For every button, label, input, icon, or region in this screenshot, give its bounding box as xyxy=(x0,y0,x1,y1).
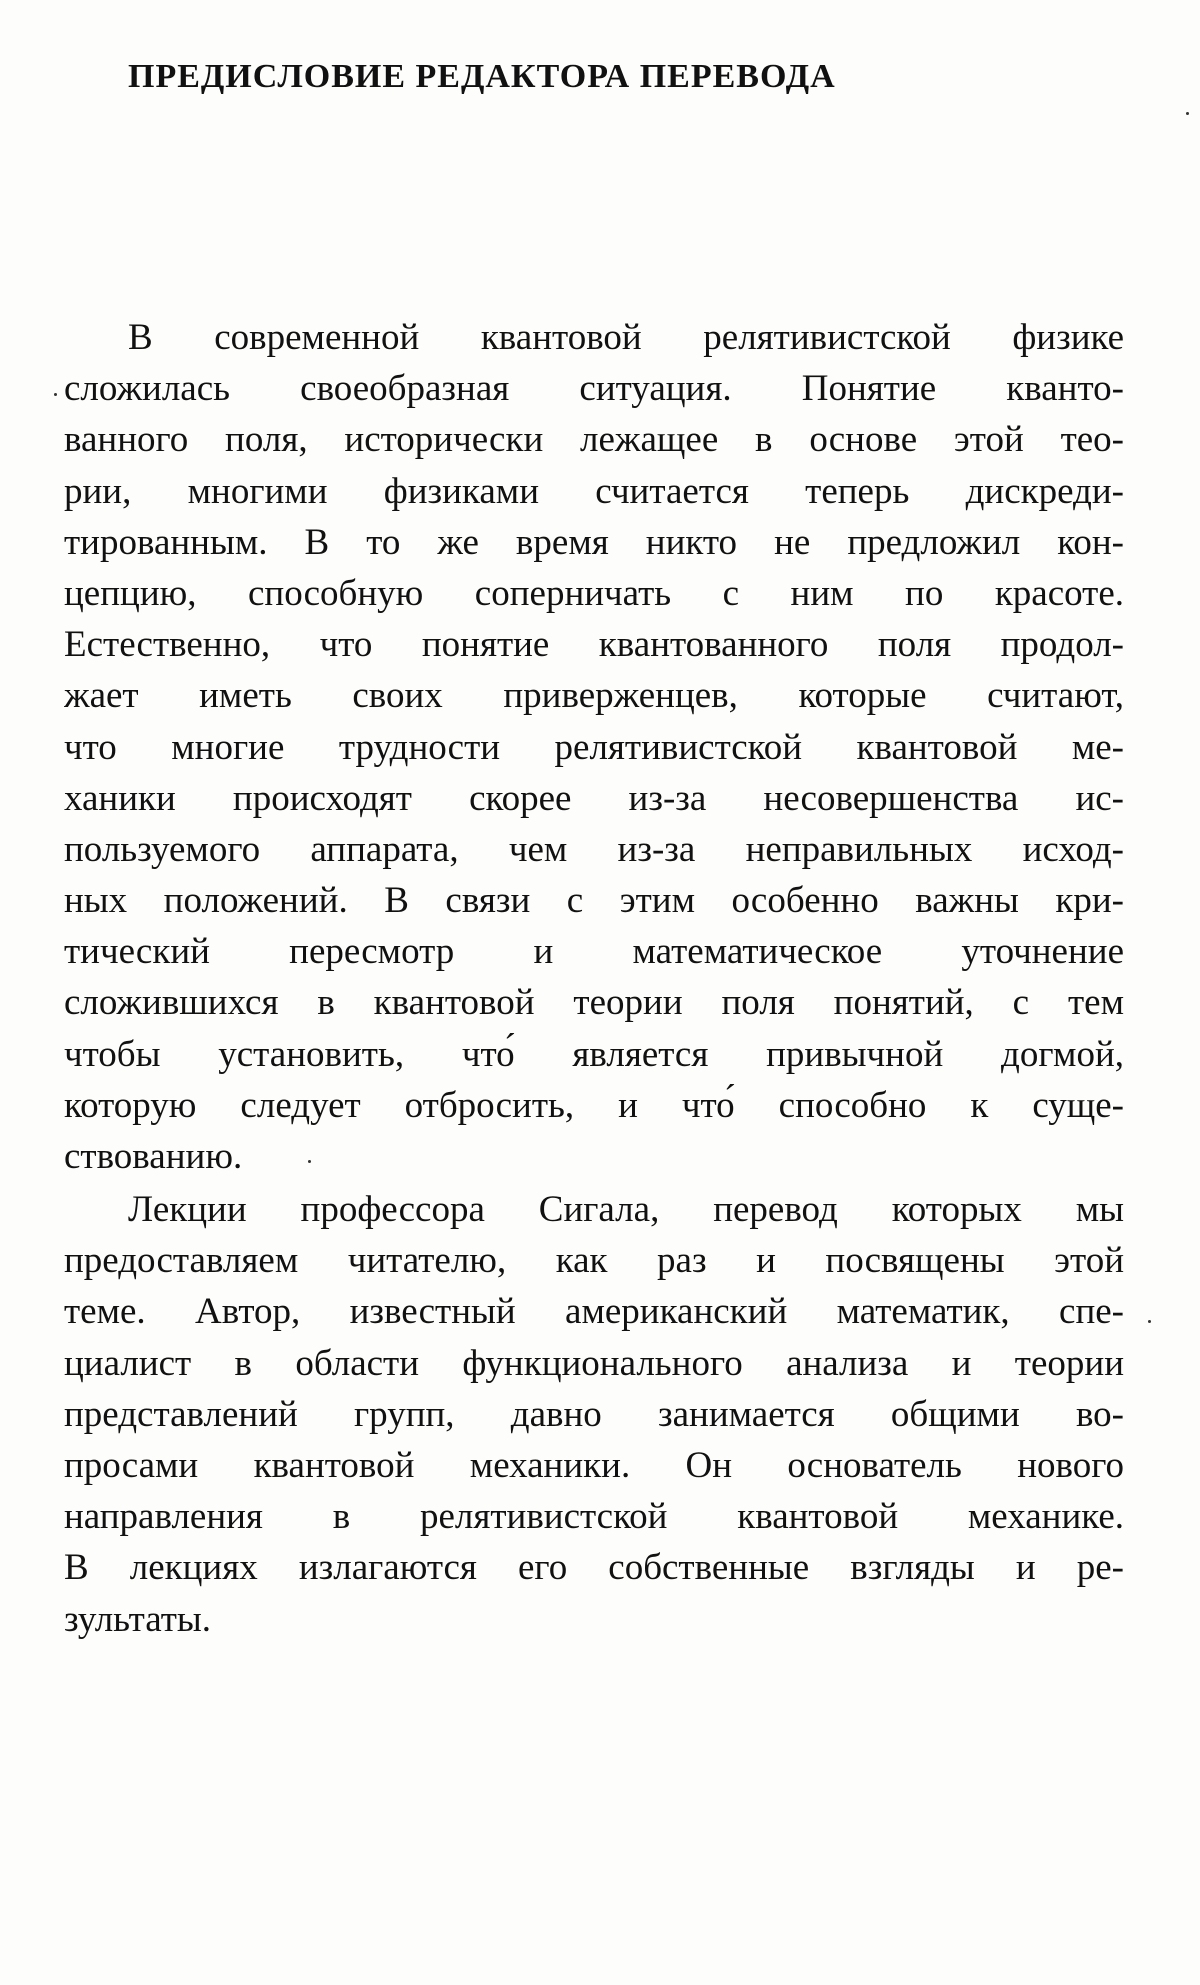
print-speck xyxy=(54,393,57,396)
text-line: тический пересмотр и математическое уточнение xyxy=(64,931,1124,973)
paragraph-2 xyxy=(64,1184,1124,1645)
text-line: зультаты. xyxy=(64,1598,212,1640)
page-heading: ПРЕДИСЛОВИЕ РЕДАКТОРА ПЕРЕВОДА xyxy=(128,58,836,95)
text-line: предоставляем читателю, как раз и посвящены этой xyxy=(64,1240,1124,1282)
text-line: представлений групп, давно занимается общими во- xyxy=(64,1393,1124,1435)
text-line: В современной квантовой релятивистской физике xyxy=(128,317,1124,358)
text-line: что многие трудности релятивистской квантовой ме- xyxy=(64,726,1124,768)
text-line: ных положений. В связи с этим особенно важны кри- xyxy=(64,880,1124,922)
text-line: циалист в области функционального анализа и теории xyxy=(64,1342,1124,1384)
print-speck xyxy=(1186,112,1189,115)
print-speck xyxy=(308,1160,311,1163)
text-line: пользуемого аппарата, чем из-за неправильных исход- xyxy=(64,828,1124,870)
text-line: рии, многими физиками считается теперь дискреди- xyxy=(64,470,1124,512)
text-line: сложившихся в квантовой теории поля понятий, с тем xyxy=(64,982,1124,1024)
text-line: чтобы установить, что́ является привычной догмой, xyxy=(64,1033,1124,1075)
paragraph-1 xyxy=(64,312,1124,1182)
text-line: ханики происходят скорее из-за несовершенства ис- xyxy=(64,777,1124,819)
text-line: жает иметь своих приверженцев, которые считают, xyxy=(64,675,1124,717)
text-line: тированным. В то же время никто не предложил кон- xyxy=(64,521,1124,563)
text-line: направления в релятивистской квантовой механике. xyxy=(64,1496,1124,1538)
text-line: ствованию. xyxy=(64,1136,243,1177)
text-line: цепцию, способную соперничать с ним по красоте. xyxy=(64,572,1124,614)
text-line: сложилась своеобразная ситуация. Понятие кванто- xyxy=(64,368,1124,410)
print-speck xyxy=(1148,1320,1151,1323)
text-line: В лекциях излагаются его собственные взгляды и ре- xyxy=(64,1547,1124,1589)
text-line: Лекции профессора Сигала, перевод которых мы xyxy=(128,1189,1124,1230)
text-line: теме. Автор, известный американский математик, спе- xyxy=(64,1291,1124,1333)
text-line: просами квантовой механики. Он основатель нового xyxy=(64,1444,1124,1486)
text-line: которую следует отбросить, и что́ способно к суще- xyxy=(64,1084,1124,1126)
text-line: Естественно, что понятие квантованного поля продол- xyxy=(64,624,1124,666)
text-line: ванного поля, исторически лежащее в основе этой тео- xyxy=(64,419,1124,461)
